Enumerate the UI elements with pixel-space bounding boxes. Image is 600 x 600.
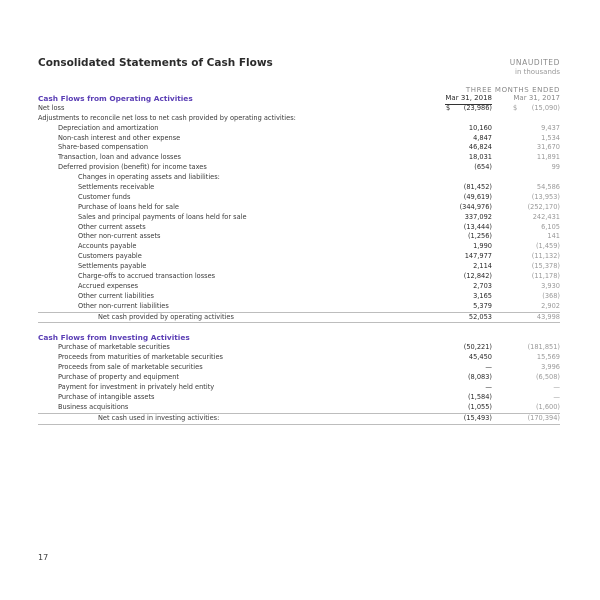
row-label: Charge-offs to accrued transaction losses — [78, 272, 216, 281]
table-row — [38, 124, 560, 134]
table-row — [38, 282, 560, 292]
value-2017: 1,534 — [541, 133, 560, 142]
value-2017: (368) — [542, 291, 560, 300]
column-2018: Mar 31, 2018 — [445, 94, 492, 105]
investing-rows — [38, 343, 560, 412]
column-header-row — [38, 94, 560, 104]
value-2017: (13,953) — [531, 192, 560, 201]
investing-total-row — [38, 413, 560, 425]
value-2017: (6,508) — [535, 373, 560, 382]
value-2018: (50,221) — [463, 343, 492, 352]
value-2018: (1,584) — [467, 392, 492, 401]
value-2018: 337,092 — [464, 212, 492, 221]
page-title: Consolidated Statements of Cash Flows — [38, 57, 273, 69]
value-2017: 15,569 — [536, 353, 560, 362]
currency-symbol: $ — [513, 103, 518, 112]
value-2017: 9,437 — [541, 123, 560, 132]
currency-symbol: $ — [446, 103, 451, 112]
operating-change-rows — [38, 183, 560, 312]
row-label: Proceeds from sale of marketable securities — [58, 363, 203, 372]
operating-total-row — [38, 312, 560, 324]
table-row — [38, 203, 560, 213]
value-2017: (252,170) — [527, 202, 560, 211]
operating-adjustment-rows — [38, 124, 560, 173]
value-2018: — — [485, 363, 492, 372]
value-2017: 54,586 — [536, 183, 560, 192]
cash-flow-table — [38, 94, 560, 425]
net-loss-row — [38, 104, 560, 114]
table-row — [38, 373, 560, 383]
table-row — [38, 272, 560, 282]
table-row — [38, 223, 560, 233]
row-label: Business acquisitions — [58, 402, 129, 411]
row-label: Depreciation and amortization — [58, 123, 159, 132]
row-label: Settlements payable — [78, 262, 147, 271]
row-label: Payment for investment in privately held entity — [58, 382, 215, 391]
table-row — [38, 363, 560, 373]
value-2018: (654) — [474, 163, 492, 172]
page-number: 17 — [38, 553, 49, 562]
table-row — [38, 183, 560, 193]
value-2017: (15,090) — [531, 103, 560, 112]
investing-heading-row — [38, 333, 560, 343]
value-2017: — — [553, 382, 560, 391]
table-row — [38, 393, 560, 403]
value-2018: (8,083) — [467, 373, 492, 382]
value-2018: 4,847 — [473, 133, 492, 142]
value-2018: 52,053 — [468, 312, 492, 321]
row-label: Net cash used in investing activities: — [98, 413, 220, 422]
row-label: Purchase of intangible assets — [58, 392, 155, 401]
table-row — [38, 353, 560, 363]
table-row — [38, 302, 560, 312]
row-label: Share-based compensation — [58, 143, 149, 152]
row-label: Net loss — [38, 103, 65, 112]
unaudited-label: UNAUDITED — [509, 58, 560, 67]
units-label: in thousands — [515, 68, 560, 76]
table-row — [38, 153, 560, 163]
table-row — [38, 343, 560, 353]
value-2017: (1,459) — [535, 242, 560, 251]
table-row — [38, 213, 560, 223]
value-2017: 6,105 — [541, 222, 560, 231]
row-label: Net cash provided by operating activities — [98, 312, 234, 321]
row-label: Settlements receivable — [78, 183, 155, 192]
row-label: Other current liabilities — [78, 291, 154, 300]
value-2018: (49,619) — [463, 192, 492, 201]
value-2017: (11,132) — [531, 252, 560, 261]
value-2018: 10,160 — [468, 123, 492, 132]
value-2018: (23,986) — [463, 103, 492, 112]
value-2017: 99 — [551, 163, 560, 172]
value-2018: 3,165 — [473, 291, 492, 300]
value-2018: 5,379 — [473, 301, 492, 310]
value-2018: (15,493) — [463, 413, 492, 422]
column-2017: Mar 31, 2017 — [513, 94, 560, 102]
value-2017: — — [553, 392, 560, 401]
value-2018: (12,842) — [463, 272, 492, 281]
period-label: THREE MONTHS ENDED — [465, 86, 560, 94]
value-2017: 11,891 — [536, 153, 560, 162]
value-2018: 2,114 — [473, 262, 492, 271]
table-row — [38, 262, 560, 272]
adjustments-row — [38, 114, 560, 124]
changes-row — [38, 173, 560, 183]
value-2017: 43,998 — [536, 312, 560, 321]
row-label: Deferred provision (benefit) for income taxes — [58, 163, 207, 172]
table-row — [38, 193, 560, 203]
table-row — [38, 383, 560, 393]
row-label: Other current assets — [78, 222, 146, 231]
value-2017: 242,431 — [532, 212, 560, 221]
investing-heading: Cash Flows from Investing Activities — [38, 333, 190, 343]
value-2017: (1,600) — [535, 402, 560, 411]
value-2017: 3,930 — [541, 281, 560, 290]
value-2017: (170,394) — [527, 413, 560, 422]
row-label: Customers payable — [78, 252, 142, 261]
value-2018: — — [485, 382, 492, 391]
value-2017: 2,902 — [541, 301, 560, 310]
table-row — [38, 242, 560, 252]
row-label: Non-cash interest and other expense — [58, 133, 181, 142]
table-row — [38, 134, 560, 144]
value-2017: (11,178) — [531, 272, 560, 281]
value-2017: (15,378) — [531, 262, 560, 271]
table-row — [38, 292, 560, 302]
row-label: Changes in operating assets and liabilities: — [78, 173, 220, 182]
row-label: Accounts payable — [78, 242, 137, 251]
value-2018: (13,444) — [463, 222, 492, 231]
value-2018: 1,990 — [473, 242, 492, 251]
row-label: Purchase of marketable securities — [58, 343, 170, 352]
row-label: Other non-current assets — [78, 232, 161, 241]
value-2018: 18,031 — [468, 153, 492, 162]
value-2018: 147,977 — [464, 252, 492, 261]
row-label: Accrued expenses — [78, 281, 139, 290]
table-row — [38, 232, 560, 242]
value-2018: (1,256) — [467, 232, 492, 241]
row-label: Proceeds from maturities of marketable securities — [58, 353, 223, 362]
value-2017: (181,851) — [527, 343, 560, 352]
row-label: Sales and principal payments of loans held for sale — [78, 212, 247, 221]
row-label: Transaction, loan and advance losses — [58, 153, 181, 162]
value-2017: 141 — [547, 232, 560, 241]
value-2018: (1,055) — [467, 402, 492, 411]
row-label: Adjustments to reconcile net loss to net cash provided by operating activities: — [38, 113, 296, 122]
row-label: Other non-current liabilities — [78, 301, 169, 310]
row-label: Purchase of loans held for sale — [78, 202, 179, 211]
table-row — [38, 252, 560, 262]
row-label: Customer funds — [78, 192, 131, 201]
value-2018: (81,452) — [463, 183, 492, 192]
table-row — [38, 403, 560, 413]
value-2018: (344,976) — [459, 202, 492, 211]
value-2017: 3,996 — [541, 363, 560, 372]
table-row — [38, 163, 560, 173]
value-2017: 31,670 — [536, 143, 560, 152]
row-label: Purchase of property and equipment — [58, 373, 179, 382]
operating-heading: Cash Flows from Operating Activities — [38, 94, 193, 103]
value-2018: 46,824 — [468, 143, 492, 152]
value-2018: 45,450 — [468, 353, 492, 362]
table-row — [38, 143, 560, 153]
value-2018: 2,703 — [473, 281, 492, 290]
